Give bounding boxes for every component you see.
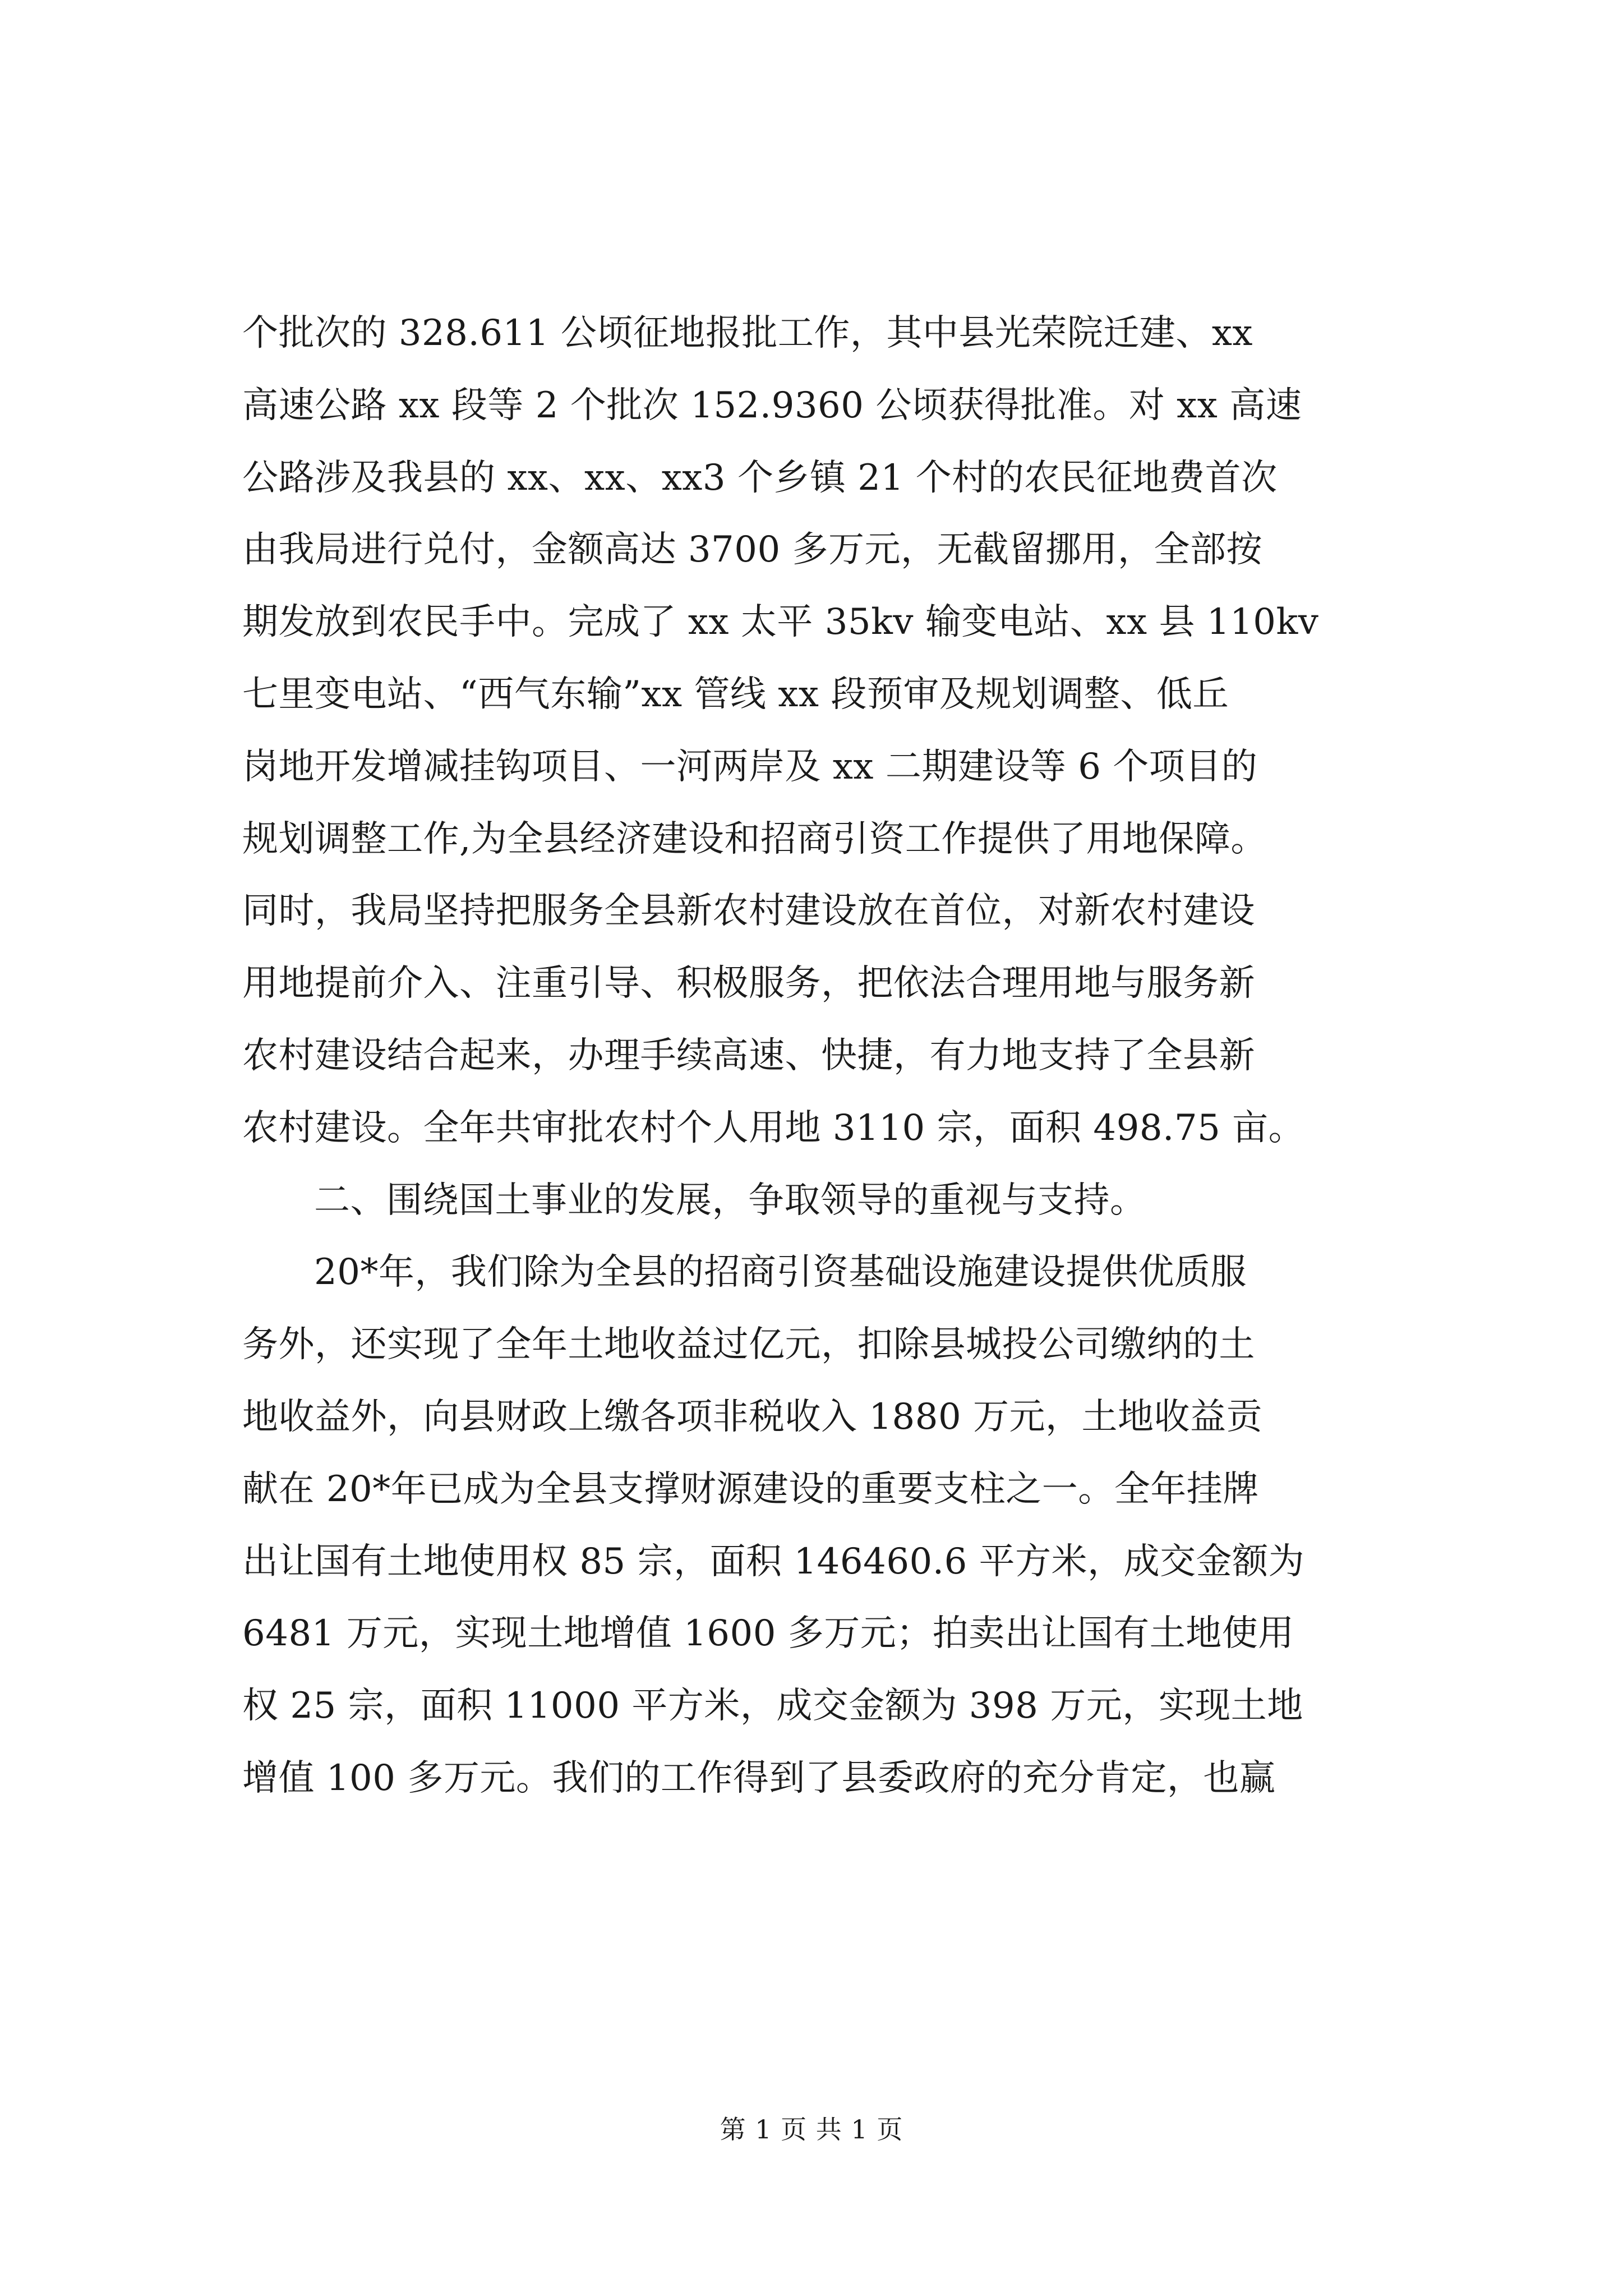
- document-body: [242, 297, 1420, 1815]
- text-line: 献在 20*年已成为全县支撑财源建设的重要支柱之一。全年挂牌: [242, 1468, 1259, 1510]
- text-line: 出让国有土地使用权 85 宗，面积 146460.6 平方米，成交金额为: [242, 1540, 1305, 1582]
- text-line: 务外，还实现了全年土地收益过亿元，扣除县城投公司缴纳的土: [242, 1324, 1255, 1366]
- text-line: 规划调整工作,为全县经济建设和招商引资工作提供了用地保障。: [242, 818, 1267, 860]
- section-heading: 二、围绕国土事业的发展，争取领导的重视与支持。: [314, 1179, 1146, 1221]
- text-line: 岗地开发增减挂钩项目、一河两岸及 xx 二期建设等 6 个项目的: [242, 746, 1258, 788]
- text-line: 农村建设结合起来，办理手续高速、快捷，有力地支持了全县新: [242, 1034, 1255, 1076]
- text-line: 增值 100 多万元。我们的工作得到了县委政府的充分肯定，也赢: [242, 1757, 1276, 1799]
- text-line: 权 25 宗，面积 11000 平方米，成交金额为 398 万元，实现土地: [242, 1685, 1303, 1727]
- page-footer: 第 1 页 共 1 页: [720, 2114, 903, 2145]
- text-line: 6481 万元，实现土地增值 1600 多万元；拍卖出让国有土地使用: [242, 1613, 1294, 1655]
- text-line: 期发放到农民手中。完成了 xx 太平 35kv 输变电站、xx 县 110kv: [242, 601, 1319, 643]
- text-line: 地收益外，向县财政上缴各项非税收入 1880 万元，土地收益贡: [242, 1396, 1263, 1438]
- text-line: 用地提前介入、注重引导、积极服务，把依法合理用地与服务新: [242, 963, 1255, 1005]
- text-line: 七里变电站、“西气东输”xx 管线 xx 段预审及规划调整、低丘: [242, 673, 1229, 715]
- text-line: 同时，我局坚持把服务全县新农村建设放在首位，对新农村建设: [242, 890, 1255, 932]
- text-line: 农村建设。全年共审批农村个人用地 3110 宗，面积 498.75 亩。: [242, 1107, 1305, 1149]
- text-line: 公路涉及我县的 xx、xx、xx3 个乡镇 21 个村的农民征地费首次: [242, 457, 1278, 499]
- paragraph-first-line: 20*年，我们除为全县的招商引资基础设施建设提供优质服: [314, 1251, 1247, 1294]
- text-line: 由我局进行兑付，金额高达 3700 多万元，无截留挪用，全部按: [242, 529, 1263, 571]
- text-line: 个批次的 328.611 公顷征地报批工作，其中县光荣院迁建、xx: [242, 312, 1253, 354]
- text-line: 高速公路 xx 段等 2 个批次 152.9360 公顷获得批准。对 xx 高速: [242, 384, 1302, 426]
